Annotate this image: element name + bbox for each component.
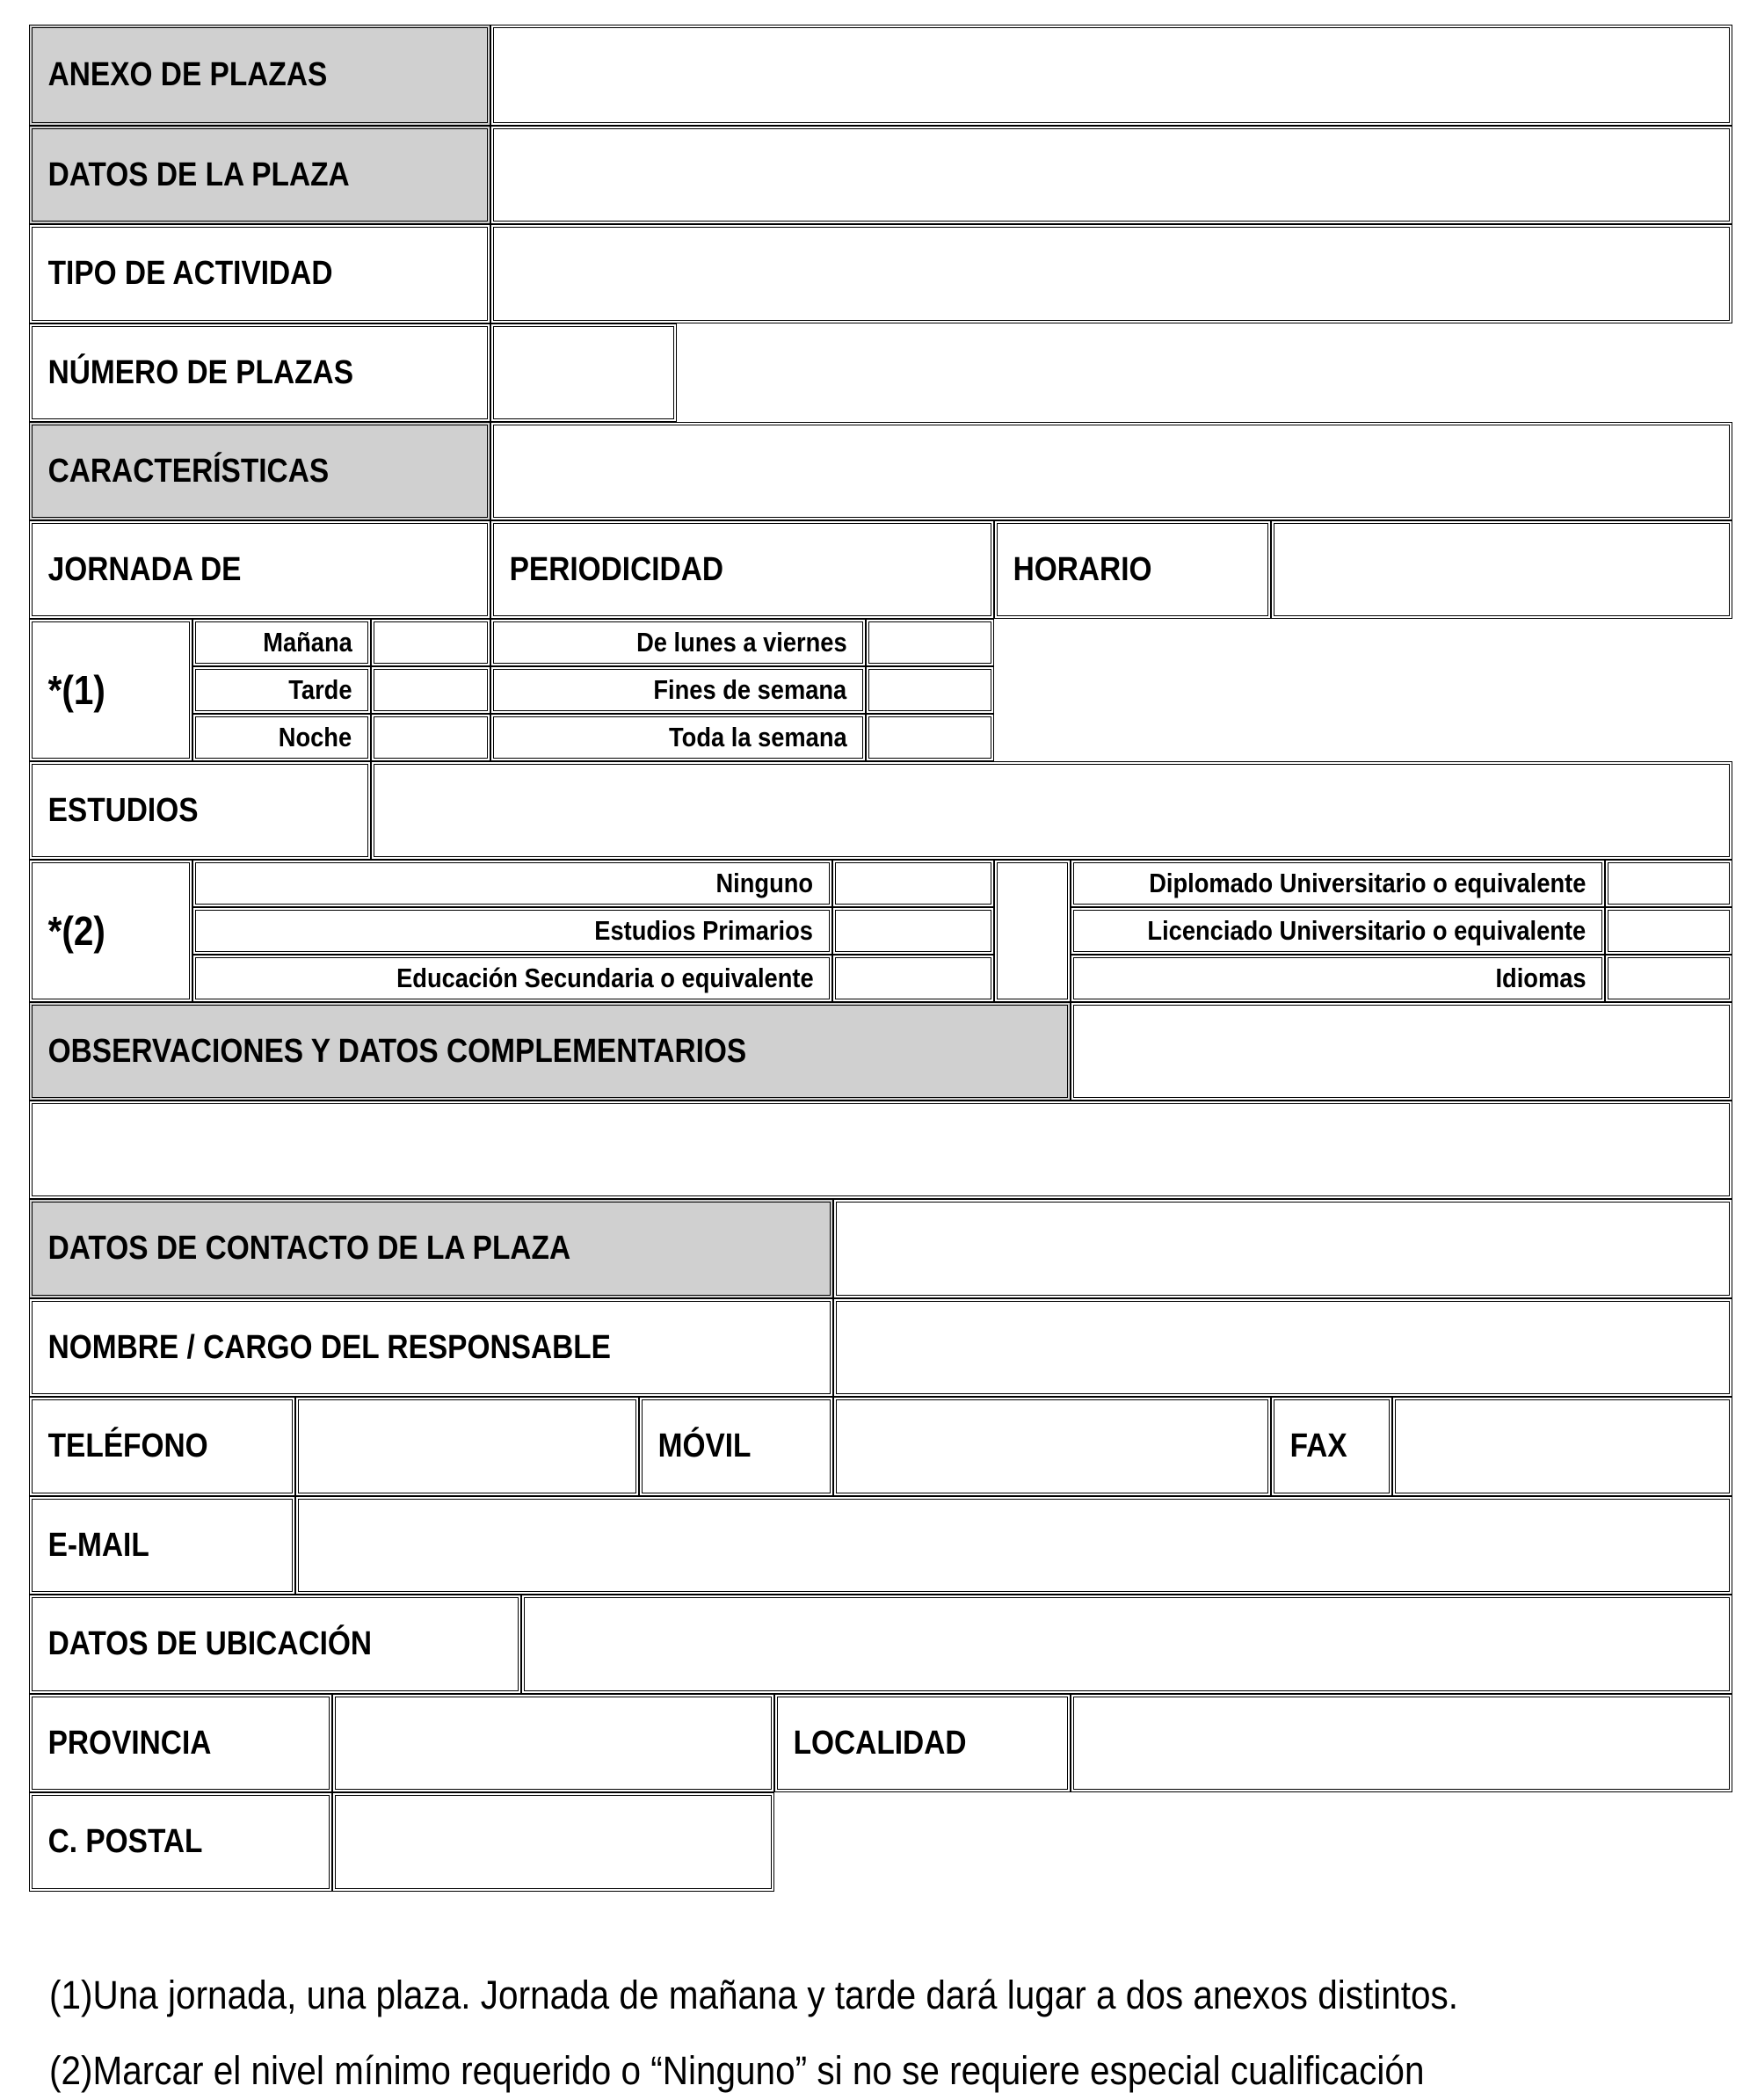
estudios-option-label: Licenciado Universitario o equivalente: [1147, 915, 1587, 946]
c-postal-field[interactable]: [332, 1792, 774, 1892]
estudios-option-secundaria: [192, 955, 832, 1002]
jornada-de-label: JORNADA DE: [47, 550, 242, 588]
datos-de-la-plaza-header: [29, 126, 490, 224]
movil-label: MÓVIL: [657, 1428, 752, 1464]
numero-de-plazas-field[interactable]: [490, 323, 677, 422]
estudios-option-label: Educación Secundaria o equivalente: [396, 963, 814, 993]
telefono-label: TELÉFONO: [47, 1428, 208, 1464]
anexo-de-plazas-label: ANEXO DE PLAZAS: [47, 56, 328, 93]
periodicidad-label-cell: [490, 520, 994, 619]
email-label-cell: [29, 1496, 295, 1595]
estudios-option-label: Estudios Primarios: [594, 915, 814, 946]
jornada-option-label: Tarde: [288, 674, 352, 705]
datos-ubicacion-label-cell: [29, 1595, 521, 1694]
horario-label-cell: [994, 520, 1271, 619]
estudios-option-label: Ninguno: [715, 868, 814, 898]
movil-label-cell: [639, 1397, 833, 1496]
jornada-checkbox-manana[interactable]: [371, 619, 490, 666]
datos-ubicacion-field[interactable]: [521, 1595, 1732, 1694]
marker-2-label: *(2): [47, 908, 105, 954]
estudios-checkbox-secundaria[interactable]: [832, 955, 994, 1002]
email-field[interactable]: [295, 1496, 1732, 1595]
estudios-option-primarios: [192, 907, 832, 955]
periodicidad-option-lunes-viernes: [490, 619, 866, 666]
estudios-option-diplomado: [1071, 860, 1605, 907]
marker-1-cell: [29, 619, 192, 761]
jornada-option-manana: [192, 619, 371, 666]
estudios-field[interactable]: [371, 761, 1732, 860]
estudios-label: ESTUDIOS: [47, 791, 199, 829]
periodicidad-option-fines-semana: [490, 666, 866, 714]
jornada-checkbox-tarde[interactable]: [371, 666, 490, 714]
estudios-option-licenciado: [1071, 907, 1605, 955]
jornada-de-label-cell: [29, 520, 490, 619]
fax-label-cell: [1271, 1397, 1392, 1496]
estudios-option-idiomas: [1071, 955, 1605, 1002]
tipo-de-actividad-label: TIPO DE ACTIVIDAD: [47, 255, 333, 292]
estudios-checkbox-primarios[interactable]: [832, 907, 994, 955]
periodicidad-checkbox-fines-semana[interactable]: [866, 666, 994, 714]
c-postal-label-cell: [29, 1792, 332, 1892]
datos-ubicacion-label: DATOS DE UBICACIÓN: [47, 1625, 373, 1662]
jornada-option-noche: [192, 714, 371, 761]
fax-field[interactable]: [1392, 1397, 1732, 1496]
localidad-label-cell: [774, 1694, 1071, 1792]
tipo-de-actividad-field[interactable]: [490, 224, 1732, 323]
nombre-cargo-label: NOMBRE / CARGO DEL RESPONSABLE: [47, 1328, 611, 1366]
anexo-de-plazas-header: [29, 25, 490, 126]
observaciones-header: [29, 1002, 1071, 1101]
tipo-de-actividad-label-cell: [29, 224, 490, 323]
numero-de-plazas-label: NÚMERO DE PLAZAS: [47, 353, 354, 391]
c-postal-label: C. POSTAL: [47, 1823, 203, 1860]
estudios-checkbox-idiomas[interactable]: [1605, 955, 1732, 1002]
estudios-option-label: Diplomado Universitario o equivalente: [1149, 868, 1587, 898]
movil-field[interactable]: [833, 1397, 1271, 1496]
footnote-1: (1)Una jornada, una plaza. Jornada de mañana y tarde dará lugar a dos anexos distintos.: [49, 1973, 1459, 2017]
horario-label: HORARIO: [1013, 550, 1152, 588]
provincia-label: PROVINCIA: [47, 1724, 212, 1762]
periodicidad-checkbox-lunes-viernes[interactable]: [866, 619, 994, 666]
marker-1-label: *(1): [47, 667, 105, 713]
estudios-checkbox-diplomado[interactable]: [1605, 860, 1732, 907]
provincia-field[interactable]: [332, 1694, 774, 1792]
footnote-2: (2)Marcar el nivel mínimo requerido o “Ninguno” si no se requiere especial cualificación: [49, 2048, 1425, 2093]
periodicidad-checkbox-toda-semana[interactable]: [866, 714, 994, 761]
jornada-option-label: Noche: [279, 722, 352, 752]
periodicidad-option-toda-semana: [490, 714, 866, 761]
observaciones-header-field[interactable]: [1071, 1002, 1732, 1101]
jornada-option-label: Mañana: [262, 627, 352, 658]
estudios-option-label: Idiomas: [1495, 963, 1587, 993]
telefono-field[interactable]: [295, 1397, 639, 1496]
caracteristicas-label: CARACTERÍSTICAS: [47, 452, 330, 490]
nombre-cargo-field[interactable]: [833, 1298, 1732, 1397]
marker-2-cell: [29, 860, 192, 1002]
periodicidad-option-label: Fines de semana: [653, 674, 847, 705]
datos-contacto-header: [29, 1199, 833, 1298]
anexo-de-plazas-field[interactable]: [490, 25, 1732, 126]
estudios-checkbox-ninguno[interactable]: [832, 860, 994, 907]
numero-de-plazas-label-cell: [29, 323, 490, 422]
periodicidad-option-label: Toda la semana: [668, 722, 847, 752]
datos-contacto-field[interactable]: [833, 1199, 1732, 1298]
jornada-option-tarde: [192, 666, 371, 714]
datos-de-la-plaza-field[interactable]: [490, 126, 1732, 224]
horario-field[interactable]: [1271, 520, 1732, 619]
estudios-spacer-cell: [994, 860, 1071, 1002]
nombre-cargo-label-cell: [29, 1298, 833, 1397]
caracteristicas-header: [29, 422, 490, 520]
estudios-option-ninguno: [192, 860, 832, 907]
estudios-label-cell: [29, 761, 371, 860]
localidad-label: LOCALIDAD: [793, 1724, 967, 1762]
observaciones-label: OBSERVACIONES Y DATOS COMPLEMENTARIOS: [47, 1032, 747, 1070]
periodicidad-label: PERIODICIDAD: [509, 550, 723, 588]
telefono-label-cell: [29, 1397, 295, 1496]
fax-label: FAX: [1289, 1428, 1347, 1464]
jornada-checkbox-noche[interactable]: [371, 714, 490, 761]
email-label: E-MAIL: [47, 1526, 149, 1564]
datos-contacto-label: DATOS DE CONTACTO DE LA PLAZA: [47, 1230, 571, 1267]
datos-de-la-plaza-label: DATOS DE LA PLAZA: [47, 156, 350, 193]
localidad-field[interactable]: [1071, 1694, 1732, 1792]
caracteristicas-field[interactable]: [490, 422, 1732, 520]
estudios-checkbox-licenciado[interactable]: [1605, 907, 1732, 955]
provincia-label-cell: [29, 1694, 332, 1792]
periodicidad-option-label: De lunes a viernes: [635, 627, 847, 658]
observaciones-field[interactable]: [29, 1101, 1732, 1199]
